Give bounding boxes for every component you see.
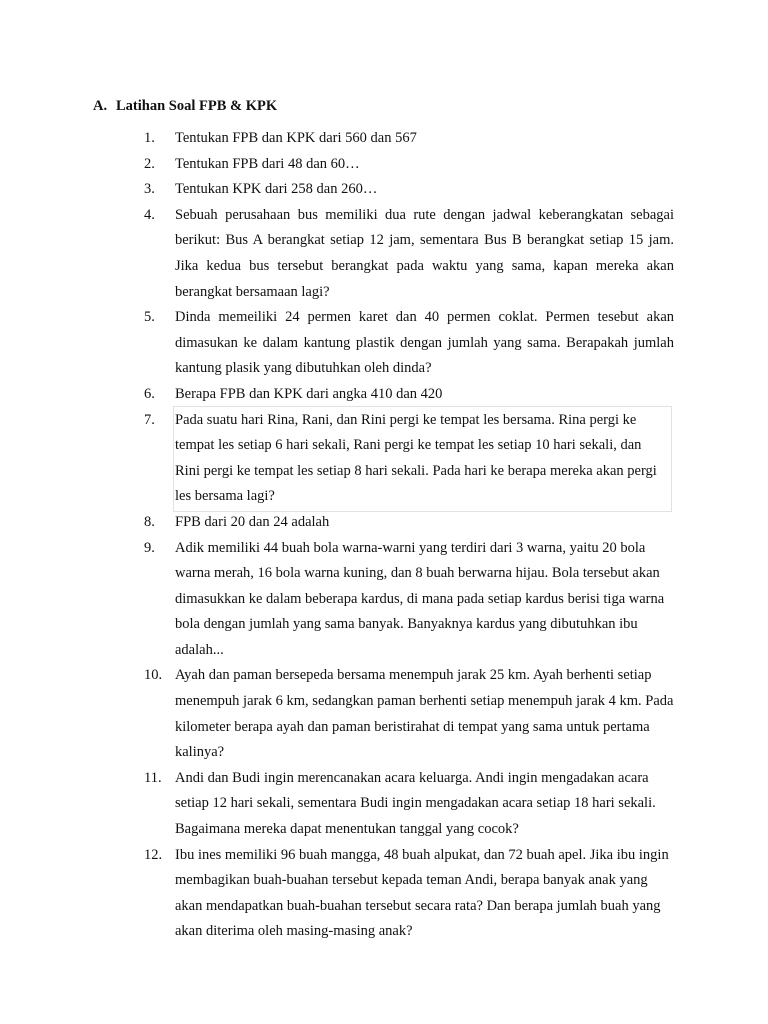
- question-item: [0, 510, 768, 536]
- section-title: Latihan Soal FPB & KPK: [116, 98, 278, 114]
- section-letter: A.: [93, 98, 108, 114]
- question-number: 8.: [144, 513, 155, 530]
- question-number: 9.: [144, 539, 155, 556]
- question-item: [0, 843, 768, 945]
- question-list: [0, 126, 768, 945]
- question-number: 11.: [144, 769, 162, 786]
- section-heading: [93, 96, 277, 116]
- question-number: 4.: [144, 206, 155, 223]
- question-item: [0, 663, 768, 765]
- question-number: 7.: [144, 411, 155, 428]
- question-text: Tentukan KPK dari 258 dan 260…: [175, 181, 378, 198]
- question-text: Berapa FPB dan KPK dari angka 410 dan 420: [175, 385, 443, 402]
- question-number: 12.: [144, 846, 163, 863]
- question-item: [0, 203, 768, 305]
- question-item: [0, 177, 768, 203]
- question-text: FPB dari 20 dan 24 adalah: [175, 513, 330, 530]
- question-text: Dinda memeiliki 24 permen karet dan 40 permen coklat. Permen tesebut akan dimasukan ke dalam kantung plastik dengan jumlah yang sama. Berapakah jumlah kantung plasik yang dibutuhkan oleh dinda?: [175, 309, 674, 377]
- question-item-highlighted: [0, 408, 768, 510]
- question-item: [0, 382, 768, 408]
- question-text: Tentukan FPB dan KPK dari 560 dan 567: [175, 130, 417, 146]
- question-number: 3.: [144, 181, 155, 198]
- question-text: Ayah dan paman bersepeda bersama menempuh jarak 25 km. Ayah berhenti setiap menempuh jarak 6 km, sedangkan paman berhenti setiap menempuh jarak 4 km. Pada kilometer berapa ayah dan paman beristirahat di tempat yang sama untuk pertama kalinya?: [175, 667, 674, 761]
- question-number: 2.: [144, 155, 155, 172]
- question-text: Sebuah perusahaan bus memiliki dua rute dengan jadwal keberangkatan sebagai berikut: Bus A berangkat setiap 12 jam, sementara Bus B berangkat setiap 15 jam. Jika kedua bus tersebut berangkat pada waktu yang sama, kapan mereka akan berangkat bersamaan lagi?: [175, 206, 674, 300]
- question-text: Andi dan Budi ingin merencanakan acara keluarga. Andi ingin mengadakan acara setiap 12 hari sekali, sementara Budi ingin mengadakan acara setiap 18 hari sekali. Bagaimana mereka dapat menentukan tanggal yang cocok?: [175, 769, 656, 838]
- question-number: 5.: [144, 309, 155, 326]
- question-item: [0, 305, 768, 382]
- question-item: [0, 152, 768, 178]
- question-text: Tentukan FPB dari 48 dan 60…: [175, 155, 360, 172]
- question-item: [0, 766, 768, 843]
- question-text: Pada suatu hari Rina, Rani, dan Rini pergi ke tempat les bersama. Rina pergi ke tempat les setiap 6 hari sekali, Rani pergi ke tempat les setiap 10 hari sekali, dan Rini pergi ke tempat les setiap 8 hari sekali. Pada hari ke berapa mereka akan pergi les bersama lagi?: [175, 408, 670, 510]
- question-text: Adik memiliki 44 buah bola warna-warni yang terdiri dari 3 warna, yaitu 20 bola warna merah, 16 bola warna kuning, dan 8 buah berwarna hijau. Bola tersebut akan dimasukkan ke dalam beberapa kardus, di mana pada setiap kardus berisi tiga warna bola dengan jumlah yang sama banyak. Banyaknya kardus yang dibutuhkan ibu adalah...: [175, 539, 665, 658]
- question-item: [0, 536, 768, 664]
- question-number: 10.: [144, 667, 163, 684]
- question-item: [0, 126, 768, 152]
- question-number: 6.: [144, 385, 155, 402]
- question-number: 1.: [144, 130, 155, 146]
- question-text: Ibu ines memiliki 96 buah mangga, 48 buah alpukat, dan 72 buah apel. Jika ibu ingin membagikan buah-buahan tersebut kepada teman Andi, berapa banyak anak yang akan mendapatkan buah-buahan tersebut secara rata? Dan berapa jumlah buah yang akan diterima oleh masing-masing anak?: [175, 846, 669, 940]
